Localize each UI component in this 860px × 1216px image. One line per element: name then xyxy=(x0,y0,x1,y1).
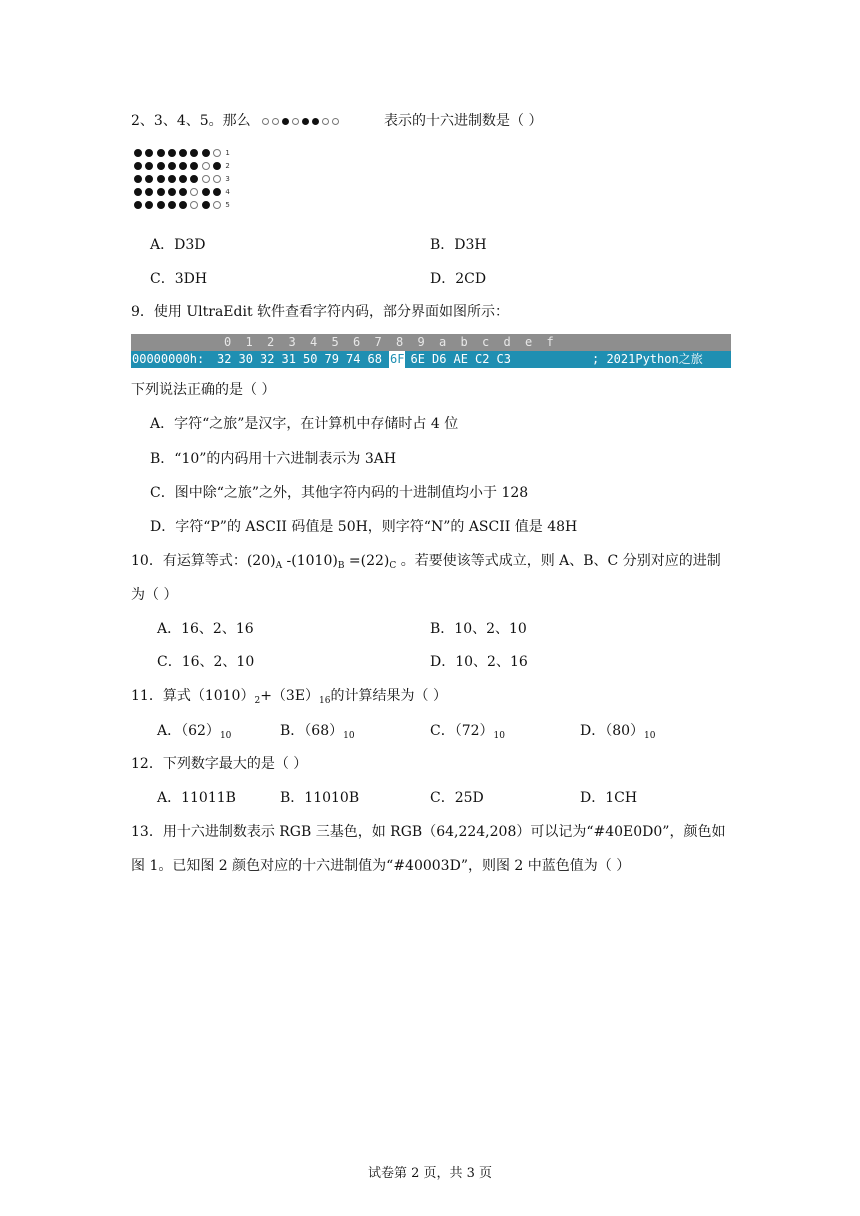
q8-dot-pattern xyxy=(262,115,342,127)
filled-dot-icon xyxy=(168,149,176,157)
hex-column-label: f xyxy=(546,335,554,349)
hex-byte[interactable]: 6F xyxy=(390,352,405,366)
dot-grid-row-label: 1 xyxy=(225,148,230,157)
dot-grid-row xyxy=(134,159,230,172)
hex-data-row xyxy=(131,351,731,368)
filled-dot-icon xyxy=(157,162,165,170)
hex-byte[interactable]: 30 xyxy=(238,352,253,366)
filled-dot-icon xyxy=(134,201,142,209)
q10-term-c: =(22) xyxy=(344,553,390,569)
dot-grid-row xyxy=(134,146,230,159)
hex-byte[interactable]: 79 xyxy=(324,352,339,366)
q10-rest: 。若要使该等式成立，则 A、B、C 分别对应的进制 xyxy=(396,553,721,569)
hex-byte[interactable]: 50 xyxy=(303,352,318,366)
q8-dot-grid-figure xyxy=(134,146,230,211)
dot-grid-row-label: 2 xyxy=(225,161,230,170)
hex-byte[interactable]: D6 xyxy=(432,352,447,366)
empty-dot-icon xyxy=(322,118,329,125)
filled-dot-icon xyxy=(179,188,187,196)
q9-stem: 9．使用 UltraEdit 软件查看字符内码，部分界面如图所示： xyxy=(131,304,510,320)
q12-option-a[interactable]: A．11011B xyxy=(157,790,236,806)
filled-dot-icon xyxy=(312,118,319,125)
hex-byte[interactable]: 32 xyxy=(260,352,275,366)
q10-term-a: (20) xyxy=(246,553,276,569)
filled-dot-icon xyxy=(213,162,221,170)
filled-dot-icon xyxy=(157,201,165,209)
filled-dot-icon xyxy=(179,149,187,157)
hex-column-label: 6 xyxy=(353,335,361,349)
q9-option-d[interactable]: D．字符“P”的 ASCII 码值是 50H，则字符“N”的 ASCII 值是 48H xyxy=(150,519,578,535)
q11-option-a[interactable] xyxy=(157,721,231,741)
filled-dot-icon xyxy=(168,175,176,183)
q11-option-d-text: D．（80） xyxy=(580,723,645,739)
filled-dot-icon xyxy=(179,201,187,209)
empty-dot-icon xyxy=(213,201,221,209)
filled-dot-icon xyxy=(168,188,176,196)
q10-stem xyxy=(131,551,721,571)
q10-term-b: -(1010) xyxy=(282,553,338,569)
hex-column-label: 1 xyxy=(245,335,253,349)
q11-option-c-base: 10 xyxy=(493,731,505,741)
q11-option-c[interactable] xyxy=(430,721,505,741)
q11-option-b-base: 10 xyxy=(343,731,355,741)
q11-option-b-text: B．（68） xyxy=(280,723,344,739)
q13-stem-line1: 13．用十六进制数表示 RGB 三基色，如 RGB（64,224,208）可以记为“#40E0D0”，颜色如 xyxy=(131,824,726,840)
q12-option-c[interactable]: C．25D xyxy=(430,790,484,806)
q9-question: 下列说法正确的是（ ） xyxy=(131,382,276,398)
hex-byte[interactable]: C2 xyxy=(475,352,490,366)
hex-column-label: 0 xyxy=(224,335,232,349)
hex-address: 00000000h: xyxy=(132,352,205,366)
filled-dot-icon xyxy=(213,188,221,196)
hex-column-label: a xyxy=(439,335,447,349)
filled-dot-icon xyxy=(282,118,289,125)
dot-grid-row-label: 4 xyxy=(225,187,230,196)
empty-dot-icon xyxy=(202,162,210,170)
q9-option-c[interactable]: C．图中除“之旅”之外，其他字符内码的十进制值均小于 128 xyxy=(150,485,529,501)
hex-column-label: 5 xyxy=(331,335,339,349)
hex-column-header xyxy=(131,334,731,351)
page-footer: 试卷第 2 页，共 3 页 xyxy=(367,1166,493,1181)
hex-column-label: c xyxy=(482,335,490,349)
hex-byte[interactable]: 31 xyxy=(281,352,296,366)
dot-grid-row xyxy=(134,172,230,185)
q11-part3: 的计算结果为（ ） xyxy=(330,688,447,704)
empty-dot-icon xyxy=(202,175,210,183)
ultraedit-hex-view xyxy=(131,334,731,368)
empty-dot-icon xyxy=(332,118,339,125)
filled-dot-icon xyxy=(202,188,210,196)
q11-option-d-base: 10 xyxy=(644,731,656,741)
empty-dot-icon xyxy=(190,201,198,209)
q9-option-a[interactable]: A．字符“之旅”是汉字，在计算机中存储时占 4 位 xyxy=(150,416,459,432)
filled-dot-icon xyxy=(157,149,165,157)
q8-option-c[interactable]: C．3DH xyxy=(150,271,208,287)
q11-option-b[interactable] xyxy=(280,721,355,741)
hex-column-label: b xyxy=(460,335,468,349)
q8-stem-suffix: 表示的十六进制数是（ ） xyxy=(384,113,543,129)
dot-grid-row-label: 3 xyxy=(225,174,230,183)
filled-dot-icon xyxy=(190,162,198,170)
q11-option-a-text: A．（62） xyxy=(157,723,220,739)
empty-dot-icon xyxy=(213,149,221,157)
filled-dot-icon xyxy=(190,175,198,183)
empty-dot-icon xyxy=(262,118,269,125)
q10-option-d[interactable]: D．10、2、16 xyxy=(430,654,528,670)
q8-option-d[interactable]: D．2CD xyxy=(430,271,487,287)
q10-option-c[interactable]: C．16、2、10 xyxy=(157,654,255,670)
filled-dot-icon xyxy=(145,175,153,183)
q10-option-a[interactable]: A．16、2、16 xyxy=(157,621,254,637)
hex-text-column: ; 2021Python之旅 xyxy=(592,352,703,366)
hex-byte[interactable]: 6E xyxy=(410,352,425,366)
q11-option-d[interactable] xyxy=(580,721,656,741)
filled-dot-icon xyxy=(179,162,187,170)
filled-dot-icon xyxy=(134,162,142,170)
hex-column-label: 9 xyxy=(417,335,425,349)
q10-base-a: A xyxy=(275,561,283,571)
filled-dot-icon xyxy=(202,201,210,209)
filled-dot-icon xyxy=(145,201,153,209)
q11-option-c-text: C．（72） xyxy=(430,723,494,739)
q11-option-a-base: 10 xyxy=(219,731,232,741)
q11-part2: +（3E） xyxy=(260,688,320,704)
filled-dot-icon xyxy=(168,162,176,170)
q12-stem: 12．下列数字最大的是（ ） xyxy=(131,756,308,772)
q11-base1: 2 xyxy=(254,696,261,706)
filled-dot-icon xyxy=(134,188,142,196)
q9-option-b[interactable]: B．“10”的内码用十六进制表示为 3AH xyxy=(150,451,397,467)
filled-dot-icon xyxy=(302,118,309,125)
empty-dot-icon xyxy=(213,175,221,183)
q8-stem-prefix: 2、3、4、5。那么 xyxy=(131,113,251,129)
dot-grid-row-label: 5 xyxy=(225,200,230,209)
q11-stem xyxy=(131,686,447,706)
hex-byte[interactable]: 74 xyxy=(346,352,361,366)
q12-option-b[interactable]: B．11010B xyxy=(280,790,360,806)
hex-byte[interactable]: C3 xyxy=(496,352,511,366)
filled-dot-icon xyxy=(157,188,165,196)
filled-dot-icon xyxy=(145,149,153,157)
filled-dot-icon xyxy=(134,149,142,157)
hex-column-label: 3 xyxy=(288,335,296,349)
filled-dot-icon xyxy=(179,175,187,183)
hex-column-label: 7 xyxy=(374,335,382,349)
dot-grid-row xyxy=(134,198,230,211)
q8-stem xyxy=(131,111,251,131)
dot-grid-row xyxy=(134,185,230,198)
q8-option-b[interactable]: B．D3H xyxy=(430,237,487,253)
empty-dot-icon xyxy=(272,118,279,125)
filled-dot-icon xyxy=(145,188,153,196)
hex-column-label: 4 xyxy=(310,335,318,349)
filled-dot-icon xyxy=(168,201,176,209)
q12-option-d[interactable]: D．1CH xyxy=(580,790,638,806)
q13-stem-line2: 图 1。已知图 2 颜色对应的十六进制值为“#40003D”，则图 2 中蓝色值为（ ） xyxy=(131,858,631,874)
hex-byte[interactable]: 68 xyxy=(367,352,382,366)
filled-dot-icon xyxy=(145,162,153,170)
filled-dot-icon xyxy=(134,175,142,183)
empty-dot-icon xyxy=(190,188,198,196)
q10-base-b: B xyxy=(337,561,345,571)
q10-base-c: C xyxy=(389,561,397,571)
empty-dot-icon xyxy=(292,118,299,125)
hex-column-label: d xyxy=(503,335,511,349)
hex-column-label: e xyxy=(525,335,533,349)
hex-byte[interactable]: AE xyxy=(453,352,468,366)
q10-option-b[interactable]: B．10、2、10 xyxy=(430,621,527,637)
hex-column-label: 2 xyxy=(267,335,275,349)
filled-dot-icon xyxy=(190,149,198,157)
filled-dot-icon xyxy=(157,175,165,183)
hex-column-label: 8 xyxy=(396,335,404,349)
q11-part1: 11．算式（1010） xyxy=(131,688,255,704)
q10-prefix: 10．有运算等式： xyxy=(131,553,247,569)
hex-byte[interactable]: 32 xyxy=(217,352,232,366)
q10-stem-line2: 为（ ） xyxy=(131,587,178,603)
q8-option-a[interactable]: A．D3D xyxy=(150,237,206,253)
filled-dot-icon xyxy=(202,149,210,157)
q11-base2: 16 xyxy=(319,696,331,706)
